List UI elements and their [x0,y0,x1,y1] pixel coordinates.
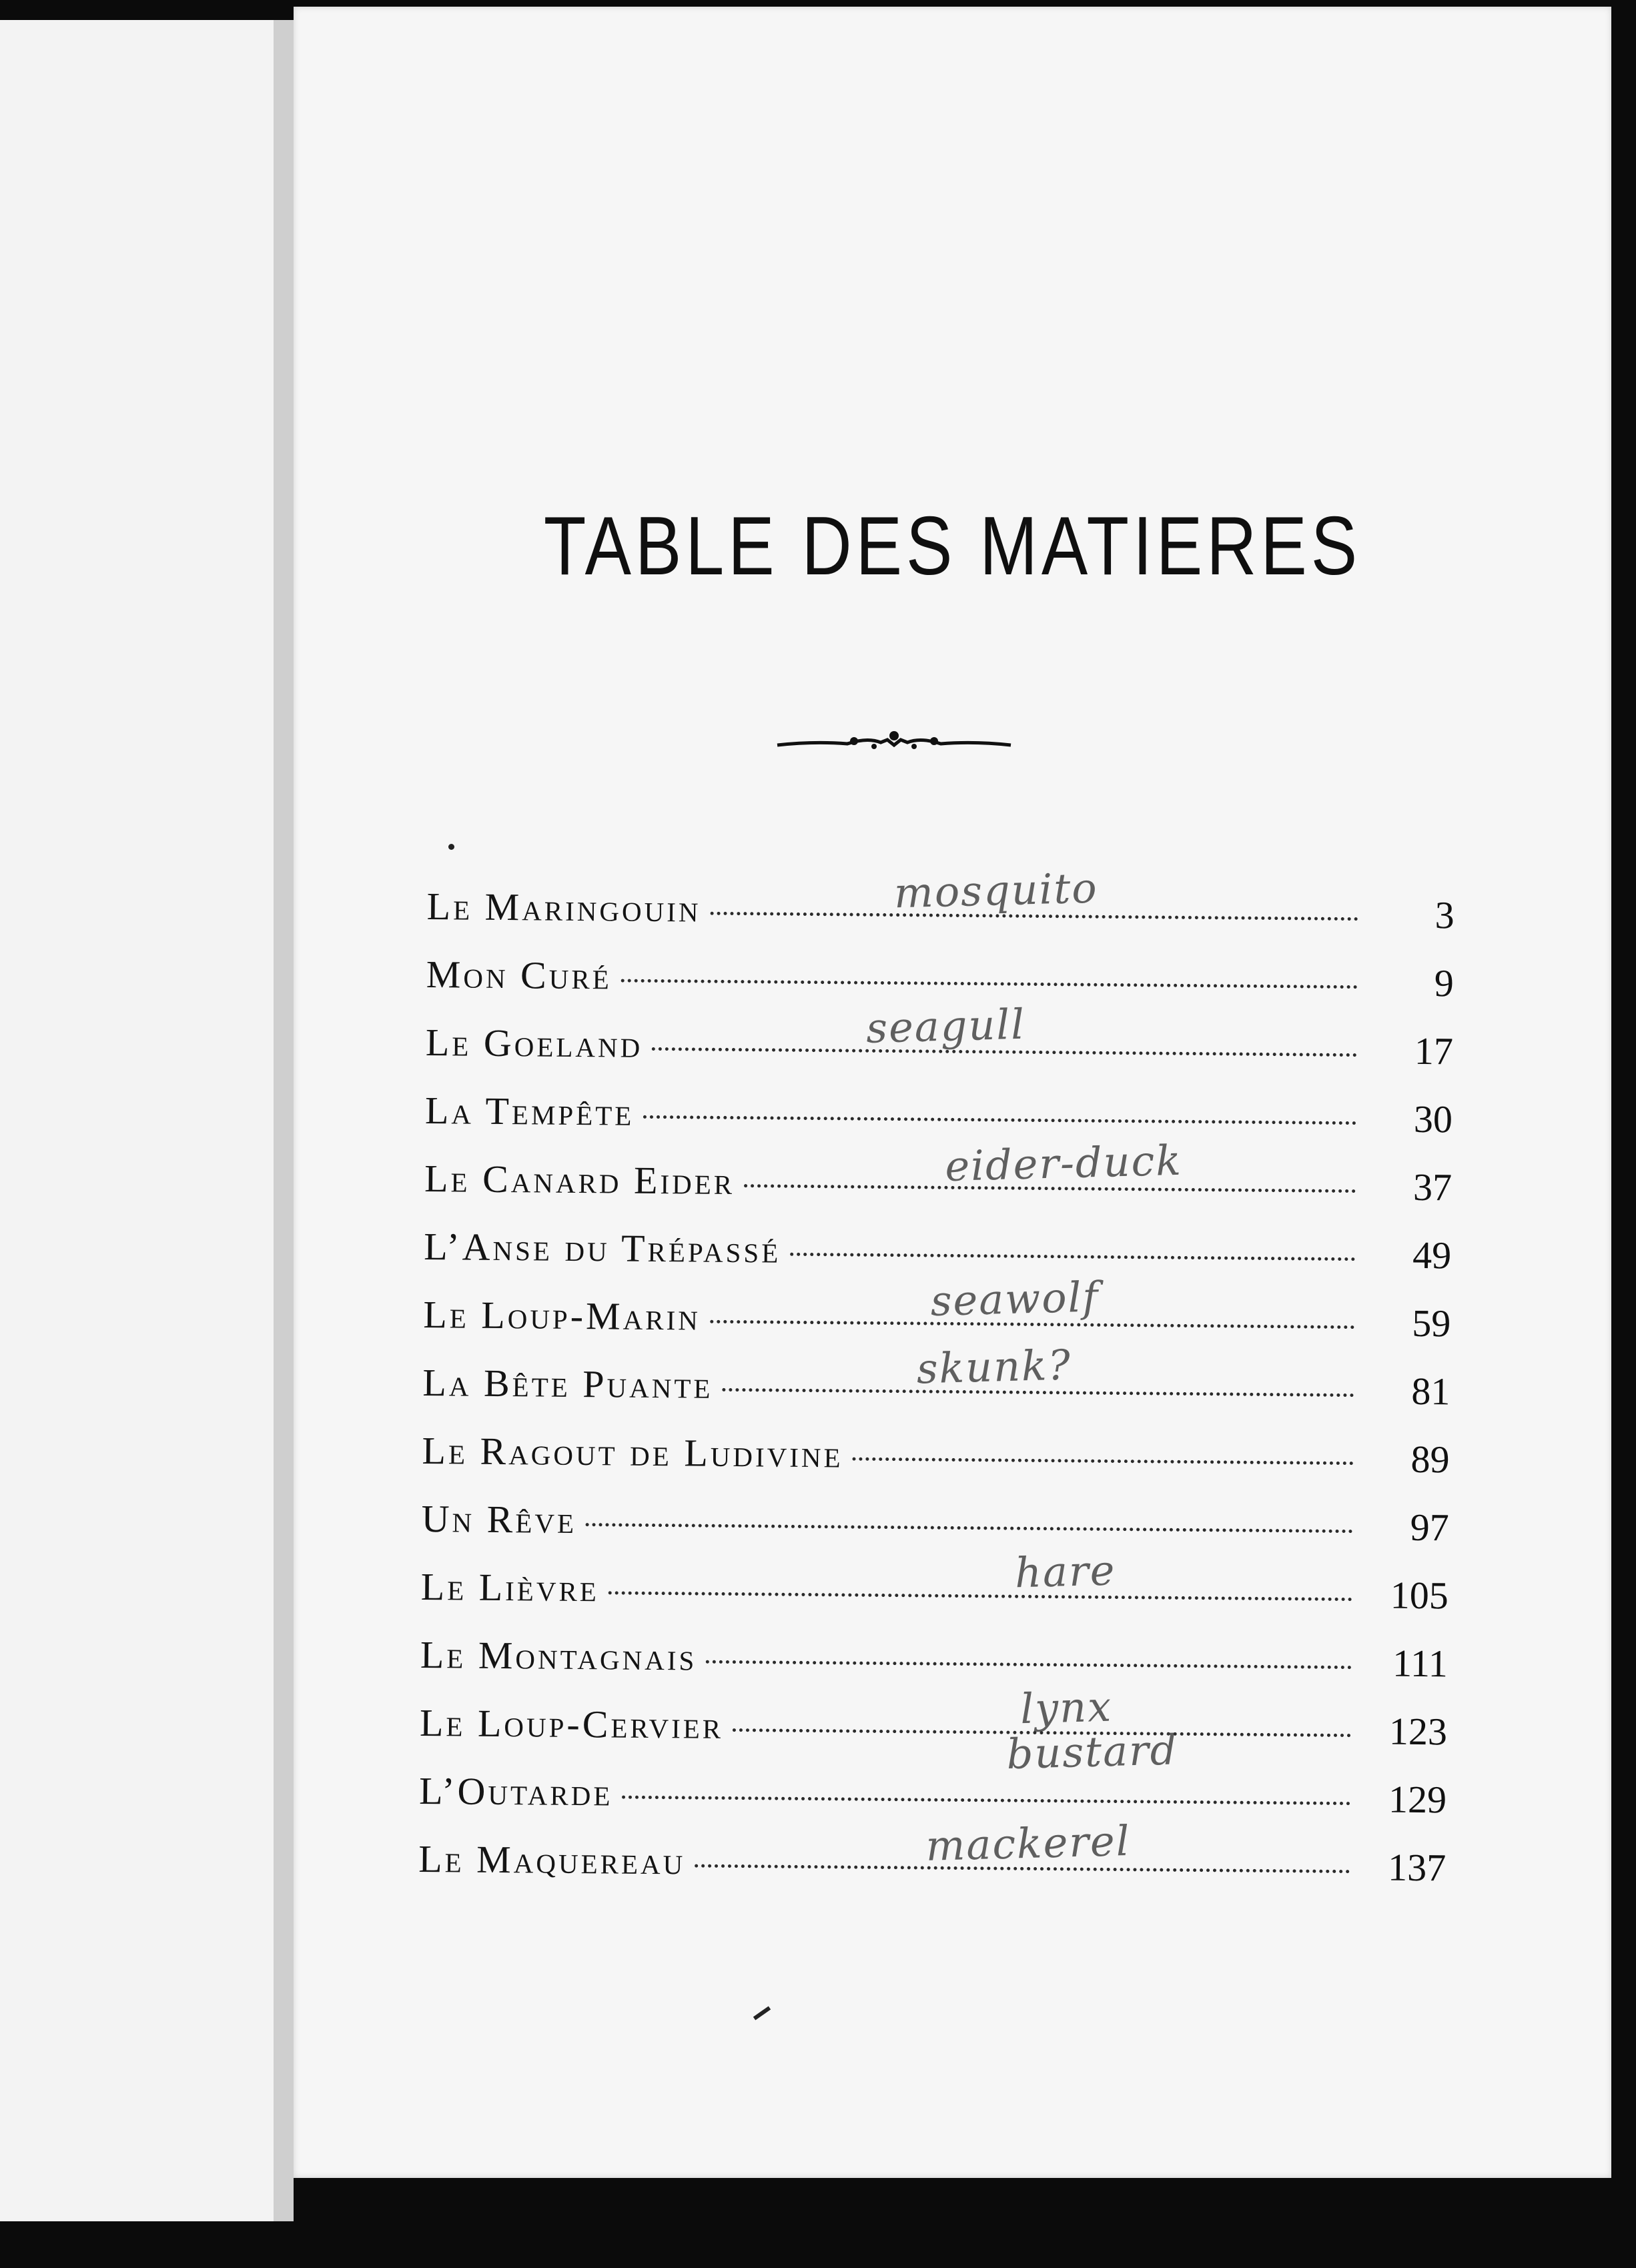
toc-page-number: 49 [1412,1233,1452,1277]
toc-page-number: 123 [1388,1709,1448,1754]
handwritten-note: lynx [1019,1682,1113,1734]
toc-row [425,999,1454,1097]
ink-smudge [753,2007,771,2021]
toc-page [294,7,1611,2178]
toc-row [419,1682,1448,1777]
toc-entry-title: La Bête Puante [422,1360,713,1407]
left-facing-page [0,20,276,2221]
toc-entry-title: Mon Curé [426,952,612,998]
toc-entry-title: Le Loup-Cervier [419,1700,724,1747]
ornament-divider [774,717,1014,757]
toc-page-number: 30 [1413,1097,1453,1141]
toc-page-number: 89 [1410,1437,1450,1482]
toc-row [420,1546,1449,1641]
toc-entry-title: Le Ragout de Ludivine [422,1428,843,1476]
handwritten-note: eider-duck [944,1135,1183,1191]
dot-leader [621,979,1358,989]
handwritten-note: seagull [865,999,1026,1053]
toc-page-number: 111 [1392,1641,1449,1686]
dot-leader [706,1660,1352,1669]
toc-row [424,1135,1453,1233]
handwritten-note: mackerel [925,1816,1132,1870]
handwritten-note: seawolf [929,1272,1100,1326]
toc-row [421,1496,1449,1573]
dot-leader [790,1253,1355,1261]
toc-entry-title: Un Rêve [421,1496,577,1542]
toc-entry-title: Le Maringouin [426,885,701,931]
toc-row [418,1816,1447,1913]
dot-leader [622,1796,1350,1806]
toc-entry-title: Le Goeland [425,1020,643,1066]
toc-page-number: 9 [1434,961,1455,1005]
toc-row [422,1340,1451,1437]
toc-page-number: 97 [1410,1505,1449,1550]
page-title: TABLE DES MATIERES [543,500,1362,593]
toc-page-number: 59 [1412,1301,1451,1345]
toc-entry-title: Le Montagnais [420,1632,697,1679]
toc-entry-title: Le Loup-Marin [423,1292,701,1339]
toc-row [422,1428,1450,1505]
handwritten-note: bustard [1005,1725,1179,1779]
toc-entry-title: Le Canard Eider [424,1156,735,1203]
toc-page-number: 105 [1390,1573,1449,1618]
dot-leader [586,1523,1353,1533]
page-gutter [274,20,294,2221]
handwritten-note: mosquito [893,863,1099,918]
toc-page-number: 137 [1387,1845,1447,1890]
table-of-contents [418,863,1455,1913]
toc-row [424,1088,1453,1165]
dot-leader [852,1458,1353,1466]
toc-entry-title: L’Anse du Trépassé [423,1224,781,1271]
toc-entry-title: L’Outarde [418,1768,613,1814]
handwritten-note: skunk? [915,1340,1072,1393]
toc-page-number: 17 [1414,1029,1454,1073]
toc-entry-title: Le Lièvre [420,1564,600,1610]
toc-page-number: 3 [1435,893,1455,937]
toc-page-number: 129 [1388,1777,1447,1822]
dot-leader [643,1115,1356,1125]
toc-row [420,1632,1448,1709]
toc-row [426,863,1455,961]
handwritten-note: hare [1014,1546,1117,1598]
stray-dot [448,844,454,850]
dot-leader [608,1591,1352,1601]
toc-page-number: 37 [1412,1165,1453,1209]
toc-page-number: 81 [1411,1369,1451,1413]
toc-entry-title: Le Maquereau [418,1836,686,1883]
toc-entry-title: La Tempête [424,1088,635,1134]
